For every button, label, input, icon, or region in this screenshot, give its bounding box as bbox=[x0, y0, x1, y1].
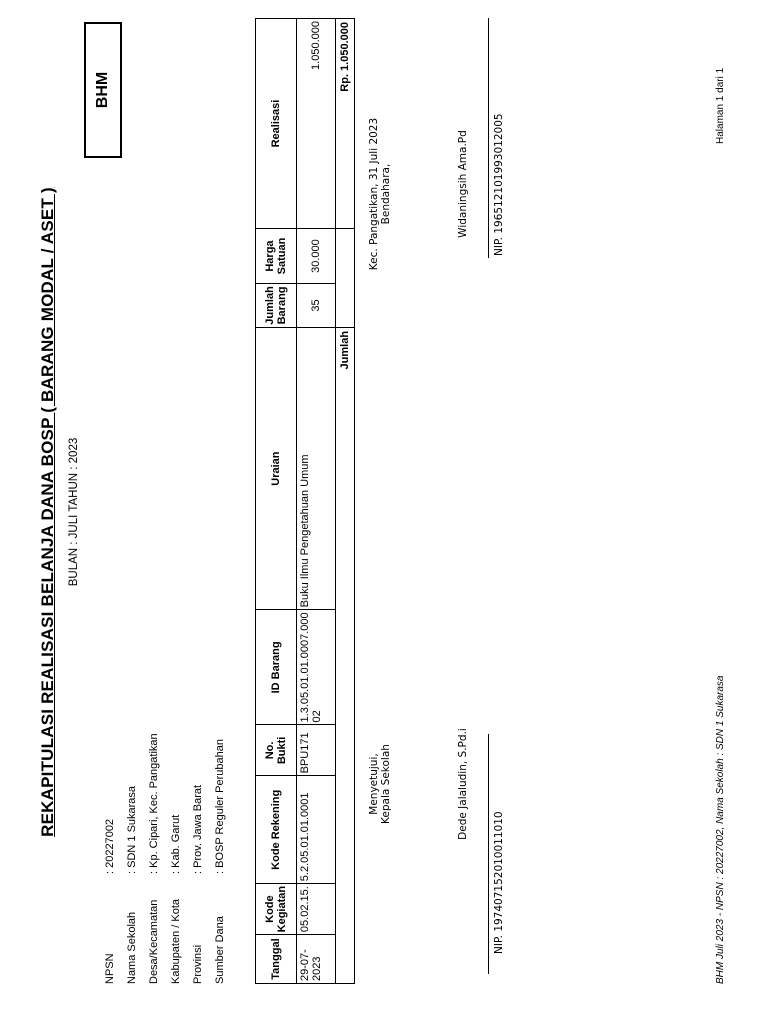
treasurer-title: Bendahara, bbox=[380, 163, 392, 225]
total-label: Jumlah bbox=[336, 327, 355, 983]
header-kode-rekening: Kode Rekening bbox=[256, 776, 297, 884]
approval-label: Menyetujui, bbox=[368, 753, 380, 815]
bhm-badge: BHM bbox=[84, 22, 122, 158]
info-value: : Kab. Garut bbox=[170, 814, 182, 874]
table-total-row bbox=[336, 19, 355, 984]
header-tanggal: Tanggal bbox=[256, 935, 297, 984]
cell-id-barang: 1.3.05.01.01.0007.000 02 bbox=[297, 610, 336, 725]
info-value: : SDN 1 Sukarasa bbox=[126, 785, 138, 874]
principal-title: Kepala Sekolah bbox=[380, 744, 392, 824]
page-number: Halaman 1 dari 1 bbox=[715, 67, 726, 144]
header-no-bukti: No. Bukti bbox=[256, 725, 297, 776]
treasurer-name: Widaningsih Ama.Pd bbox=[457, 130, 469, 238]
period-label: BULAN : JULI TAHUN : 2023 bbox=[68, 437, 80, 587]
cell-jumlah-barang: 35 bbox=[297, 283, 336, 327]
info-row-npsn bbox=[100, 733, 122, 984]
principal-name: Dede Jalaludin, S.Pd.i bbox=[457, 728, 469, 840]
cell-tanggal: 29-07-2023 bbox=[297, 935, 336, 984]
info-row-sumber-dana bbox=[210, 733, 232, 984]
header-uraian: Uraian bbox=[256, 327, 297, 609]
info-row-nama-sekolah bbox=[122, 733, 144, 984]
principal-nip: NIP. 197407152010011010 bbox=[493, 811, 505, 954]
info-row-kabupaten bbox=[166, 733, 188, 984]
cell-kode-rekening: 5.2.05.01.01.0001 bbox=[297, 776, 336, 884]
treasurer-nip: NIP. 196512101993012005 bbox=[493, 113, 505, 256]
realisasi-table bbox=[255, 18, 355, 984]
signature-line-left bbox=[488, 734, 489, 974]
header-realisasi: Realisasi bbox=[256, 19, 297, 229]
header-kode-kegiatan: Kode Kegiatan bbox=[256, 884, 297, 935]
total-value: Rp. 1.050.000 bbox=[336, 19, 355, 229]
info-label: NPSN bbox=[104, 953, 116, 984]
info-row-desa-kecamatan bbox=[144, 733, 166, 984]
school-info bbox=[100, 733, 232, 984]
header-id-barang: ID Barang bbox=[256, 610, 297, 725]
place-date: Kec. Pangatikan, 31 Juli 2023 bbox=[368, 117, 380, 271]
info-row-provinsi bbox=[188, 733, 210, 984]
signature-line-right bbox=[488, 18, 489, 258]
footer-info: BHM Juli 2023 - NPSN : 20227002, Nama Sekolah : SDN 1 Sukarasa bbox=[715, 675, 726, 984]
info-value: : Prov. Jawa Barat bbox=[192, 784, 204, 874]
info-value: : 20227002 bbox=[104, 818, 116, 874]
info-value: : Kp. Cipari, Kec. Pangatikan bbox=[148, 733, 160, 874]
document-title: REKAPITULASI REALISASI BELANJA DANA BOSP ( BARANG MODAL / ASET ) bbox=[38, 187, 57, 837]
cell-uraian: Buku Ilmu Pengetahuan Umum bbox=[297, 327, 336, 609]
header-jumlah-barang: Jumlah Barang bbox=[256, 283, 297, 327]
info-value: : BOSP Reguler Perubahan bbox=[214, 739, 226, 874]
signature-right bbox=[368, 104, 392, 284]
table-row bbox=[297, 19, 336, 984]
info-label: Kabupaten / Kota bbox=[170, 898, 182, 984]
info-label: Nama Sekolah bbox=[126, 911, 138, 984]
table-header-row bbox=[256, 19, 297, 984]
cell-harga-satuan: 30.000 bbox=[297, 229, 336, 284]
total-spacer bbox=[336, 229, 355, 328]
info-label: Sumber Dana bbox=[214, 916, 226, 984]
cell-no-bukti: BPU171 bbox=[297, 725, 336, 776]
cell-kode-kegiatan: 05.02.15. bbox=[297, 884, 336, 935]
signature-left bbox=[368, 704, 392, 864]
header-harga-satuan: Harga Satuan bbox=[256, 229, 297, 284]
info-label: Desa/Kecamatan bbox=[148, 899, 160, 984]
cell-realisasi: 1.050.000 bbox=[297, 19, 336, 229]
info-label: Provinsi bbox=[192, 944, 204, 984]
